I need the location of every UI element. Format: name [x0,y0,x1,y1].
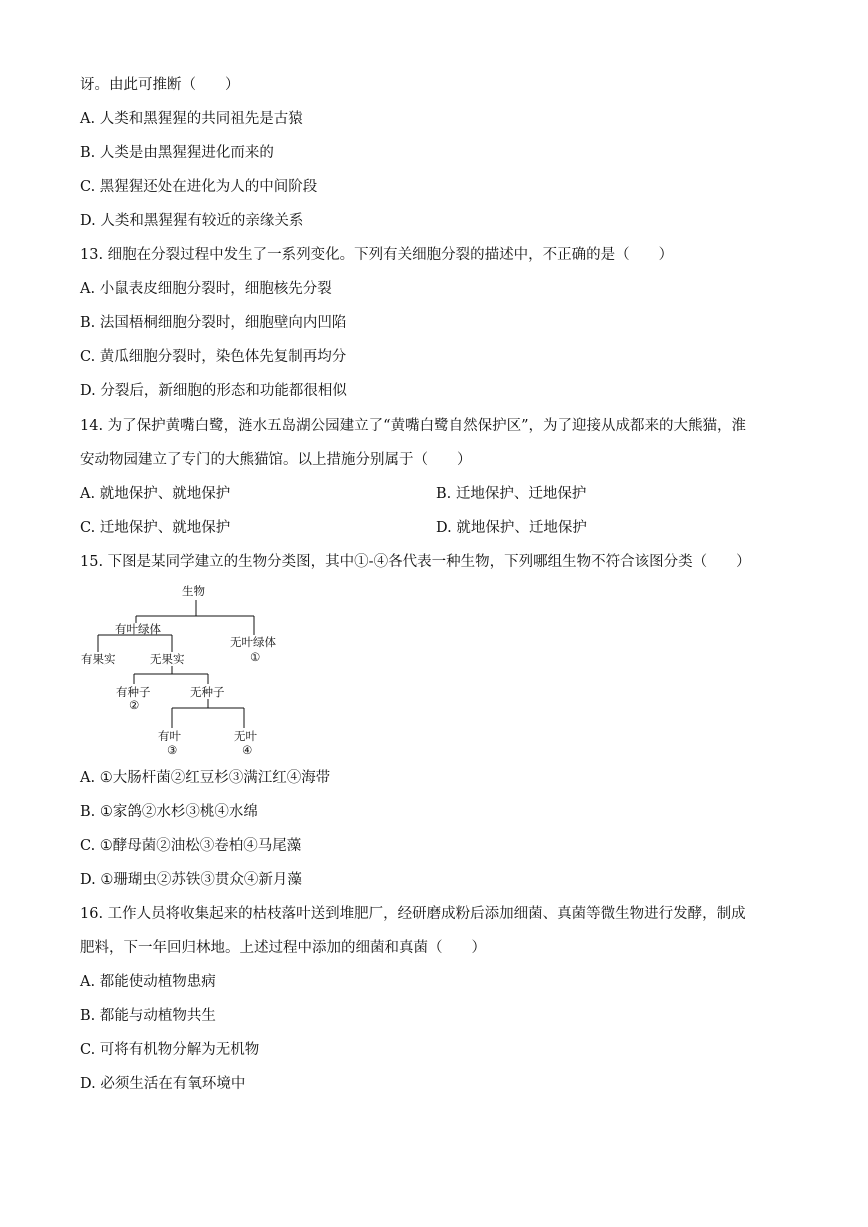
q16-option-d: D. 必须生活在有氧环境中 [80,1076,246,1092]
diagram-no-seed-label: 无种子 [190,685,225,699]
q13-option-a: A. 小鼠表皮细胞分裂时，细胞核先分裂 [80,281,332,297]
q15-stem: 15. 下图是某同学建立的生物分类图，其中①-④各代表一种生物，下列哪组生物不符合该图分类（ ） [80,554,751,570]
q15-option-c: C. ①酵母菌②油松③卷柏④马尾藻 [80,838,302,854]
q14-option-d: D. 就地保护、迁地保护 [436,520,587,536]
q12-option-d: D. 人类和黑猩猩有较近的亲缘关系 [80,213,304,229]
q13-stem: 13. 细胞在分裂过程中发生了一系列变化。下列有关细胞分裂的描述中，不正确的是（ ） [80,247,674,263]
diagram-no-chloroplast-label: 无叶绿体 [230,635,276,649]
q15-option-a: A. ①大肠杆菌②红豆杉③满江红④海带 [80,770,331,786]
diagram-no-leaf-label: 无叶 [234,729,257,743]
q12-stem-tail: 讶。由此可推断（ ） [80,77,240,93]
q12-option-c: C. 黑猩猩还处在进化为人的中间阶段 [80,179,318,195]
diagram-has-fruit-label: 有果实 [81,652,116,666]
diagram-number-4: ④ [242,743,253,757]
diagram-number-3: ③ [167,743,178,757]
q14-option-a: A. 就地保护、就地保护 [80,486,231,502]
q15-option-d: D. ①珊瑚虫②苏铁③贯众④新月藻 [80,872,302,888]
q13-option-d: D. 分裂后，新细胞的形态和功能都很相似 [80,383,347,399]
q14-stem-line2: 安动物园建立了专门的大熊猫馆。以上措施分别属于（ ） [80,452,472,468]
diagram-no-fruit-label: 无果实 [150,652,185,666]
q16-option-a: A. 都能使动植物患病 [80,974,216,990]
q15-option-b: B. ①家鸽②水杉③桃④水绵 [80,804,258,820]
q16-option-b: B. 都能与动植物共生 [80,1008,216,1024]
diagram-number-1: ① [250,650,261,664]
classification-diagram [72,580,312,760]
q16-stem-line2: 肥料，下一年回归林地。上述过程中添加的细菌和真菌（ ） [80,940,486,956]
diagram-has-leaf-label: 有叶 [158,729,181,743]
diagram-number-2: ② [129,698,140,712]
q12-option-a: A. 人类和黑猩猩的共同祖先是古猿 [80,111,303,127]
q13-option-b: B. 法国梧桐细胞分裂时，细胞壁向内凹陷 [80,315,347,331]
diagram-has-seed-label: 有种子 [116,685,151,699]
diagram-root-label: 生物 [182,584,205,598]
q14-option-b: B. 迁地保护、迁地保护 [436,486,587,502]
diagram-has-chloroplast-label: 有叶绿体 [115,622,161,636]
q13-option-c: C. 黄瓜细胞分裂时，染色体先复制再均分 [80,349,347,365]
q14-option-c: C. 迁地保护、就地保护 [80,520,231,536]
q16-stem-line1: 16. 工作人员将收集起来的枯枝落叶送到堆肥厂，经研磨成粉后添加细菌、真菌等微生物进行发酵，制成 [80,906,746,922]
q14-stem-line1: 14. 为了保护黄嘴白鹭，涟水五岛湖公园建立了“黄嘴白鹭自然保护区”，为了迎接从成都来的大熊猫，淮 [80,418,746,434]
q16-option-c: C. 可将有机物分解为无机物 [80,1042,260,1058]
q12-option-b: B. 人类是由黑猩猩进化而来的 [80,145,274,161]
